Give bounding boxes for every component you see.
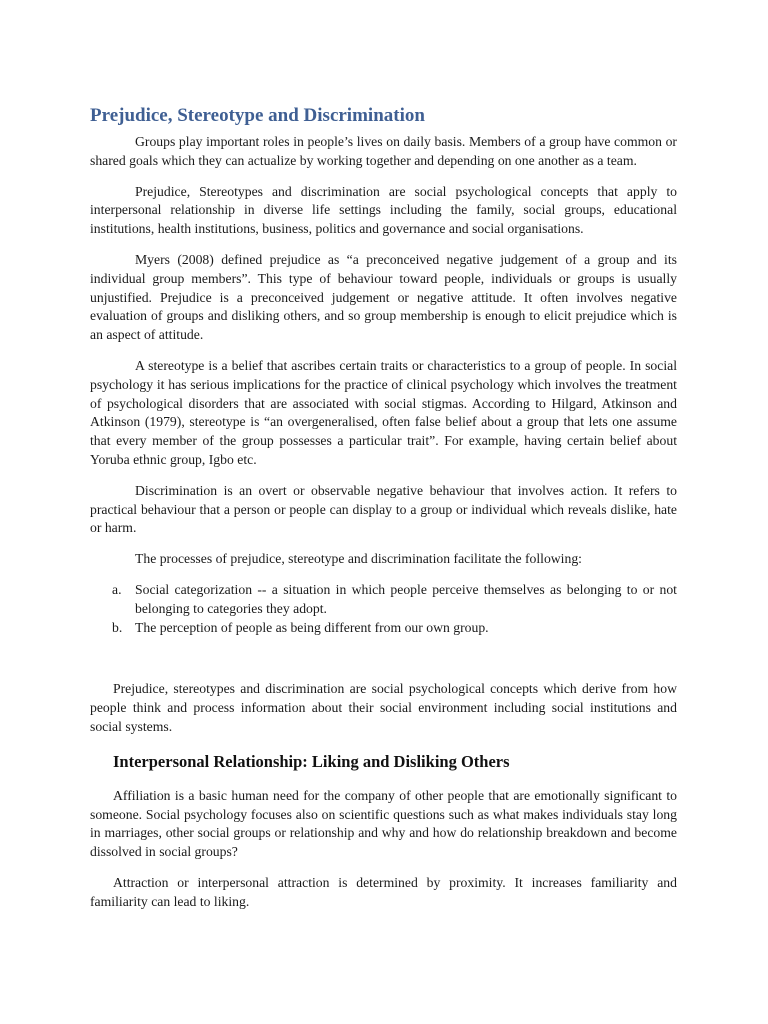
paragraph-processes-intro: The processes of prejudice, stereotype and discrimination facilitate the following: xyxy=(135,551,582,567)
spacer xyxy=(90,637,677,680)
paragraph-affiliation: Affiliation is a basic human need for the company of other people that are emotionally significant to someone. Social psychology focuses also on scientific questions such as what makes individuals stay long in marriages, other social groups or relationship and why and how do relationship breakdown and become dissolved in social groups? xyxy=(90,787,677,860)
list-item-text: The perception of people as being different from our own group. xyxy=(135,619,489,635)
paragraph-prejudice-definition: Myers (2008) defined prejudice as “a preconceived negative judgement of a group and its individual group members”. This type of behaviour toward people, individuals or groups is usually unjustified. Prejudice is a preconceived judgement or negative attitude. It often involves negative evaluation of groups and disliking others, and so group membership is enough to elicit prejudice which is an aspect of attitude. xyxy=(90,251,677,343)
paragraph-concepts: Prejudice, Stereotypes and discrimination are social psychological concepts that apply to interpersonal relationship in diverse life settings including the family, social groups, educational institutions, health institutions, business, politics and governance and social organisations. xyxy=(90,183,677,237)
paragraph-stereotype: A stereotype is a belief that ascribes certain traits or characteristics to a group of people. In social psychology it has serious implications for the practice of clinical psychology which involves the treatment of psychological disorders that are associated with social stigmas. According to Hilgard, Atkinson and Atkinson (1979), stereotype is “an overgeneralised, often false belief about a group that lets one assume that every member of the group possesses a particular trait”. For example, having certain belief about Yoruba ethnic group, Igbo etc. xyxy=(90,357,677,467)
list-marker: a. xyxy=(112,581,122,597)
paragraph-groups: Groups play important roles in people’s lives on daily basis. Members of a group have common or shared goals which they can actualize by working together and depending on one another as a team. xyxy=(90,134,677,168)
list-item-text: Social categorization -- a situation in which people perceive themselves as belonging to or not belonging to categories they adopt. xyxy=(135,581,677,616)
process-list xyxy=(90,581,677,637)
paragraph-discrimination: Discrimination is an overt or observable negative behaviour that involves action. It refers to practical behaviour that a person or people can display to a group or individual which reveals dislike, hate or harm. xyxy=(90,482,677,536)
paragraph-closing: Prejudice, stereotypes and discrimination are social psychological concepts which derive from how people think and process information about their social environment including social institutions and social systems. xyxy=(90,681,677,734)
document-page xyxy=(90,104,677,912)
page-title: Prejudice, Stereotype and Discrimination xyxy=(90,105,425,126)
list-marker: b. xyxy=(112,619,123,635)
paragraph-attraction: Attraction or interpersonal attraction is determined by proximity. It increases familiarity and familiarity can lead to liking. xyxy=(90,874,677,909)
section-heading: Interpersonal Relationship: Liking and Disliking Others xyxy=(113,751,510,771)
list-item xyxy=(90,619,677,638)
list-item xyxy=(90,581,677,619)
